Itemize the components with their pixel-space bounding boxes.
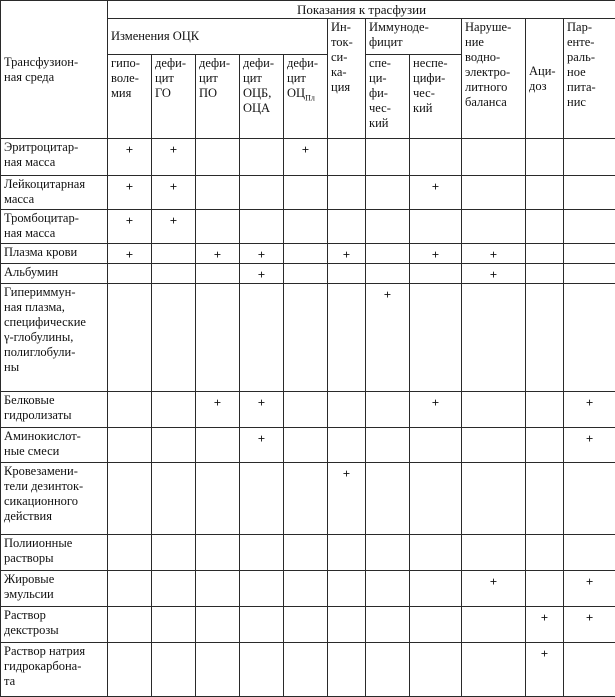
- indication-cell: [284, 210, 328, 244]
- indication-cell: [108, 264, 152, 284]
- indication-cell: [410, 643, 462, 697]
- indication-cell: [410, 463, 462, 535]
- indication-cell: [410, 607, 462, 643]
- indication-cell: [152, 264, 196, 284]
- indication-cell: [284, 244, 328, 264]
- row-name: Раствор натрия гидрокарбона- та: [1, 643, 108, 697]
- indication-cell: [152, 571, 196, 607]
- indication-cell: [328, 176, 366, 210]
- indication-cell: +: [196, 244, 240, 264]
- row-name: Жировые эмульсии: [1, 571, 108, 607]
- indication-cell: [108, 463, 152, 535]
- indication-cell: [526, 392, 564, 428]
- indication-cell: [410, 535, 462, 571]
- indication-cell: [152, 463, 196, 535]
- indication-cell: [108, 571, 152, 607]
- indication-cell: [366, 139, 410, 176]
- table-row: [1, 463, 615, 535]
- indication-cell: [152, 284, 196, 392]
- indication-cell: +: [526, 643, 564, 697]
- subheader-deficit-go: дефи- цит ГО: [152, 55, 196, 139]
- table-row: [1, 176, 615, 210]
- indication-cell: [564, 264, 615, 284]
- subheader-deficit-ocpl: [284, 55, 328, 139]
- row-name: Тромбоцитар- ная масса: [1, 210, 108, 244]
- indication-cell: +: [196, 392, 240, 428]
- indication-cell: [410, 428, 462, 463]
- indication-cell: [328, 210, 366, 244]
- indication-cell: [108, 428, 152, 463]
- group-header-parenteral: Пар- енте- раль- ное пита- нис: [564, 19, 615, 139]
- indication-cell: +: [564, 571, 615, 607]
- group-header-immunodeficiency: Иммуноде- фицит: [366, 19, 462, 55]
- indication-cell: [284, 607, 328, 643]
- table-row: [1, 643, 615, 697]
- table-row: [1, 264, 615, 284]
- indication-cell: [526, 463, 564, 535]
- indication-cell: [196, 284, 240, 392]
- indication-cell: [366, 176, 410, 210]
- indication-cell: [196, 139, 240, 176]
- indication-cell: [564, 463, 615, 535]
- row-name: Гипериммун- ная плазма, специфические γ-глобулины, полиглобули- ны: [1, 284, 108, 392]
- indication-cell: [328, 535, 366, 571]
- indication-cell: [328, 571, 366, 607]
- indication-cell: [366, 244, 410, 264]
- indication-cell: [152, 607, 196, 643]
- indication-cell: [462, 643, 526, 697]
- indication-cell: +: [564, 428, 615, 463]
- indication-cell: [108, 392, 152, 428]
- row-name: Альбумин: [1, 264, 108, 284]
- indication-cell: [410, 571, 462, 607]
- table-row: [1, 607, 615, 643]
- indication-cell: [108, 643, 152, 697]
- indication-cell: [462, 284, 526, 392]
- indication-cell: +: [108, 139, 152, 176]
- indication-cell: [410, 284, 462, 392]
- indication-cell: [564, 176, 615, 210]
- group-header-water-electrolyte: Наруше- ние водно- электро- литного баланса: [462, 19, 526, 139]
- indication-cell: [284, 463, 328, 535]
- indication-cell: [196, 264, 240, 284]
- indication-cell: [152, 643, 196, 697]
- subheader-deficit-ocpl-main: дефи- цит ОЦ: [287, 56, 318, 100]
- subheader-nonspecific: неспе- цифи- чес- кий: [410, 55, 462, 139]
- indication-cell: [366, 571, 410, 607]
- table-row: [1, 571, 615, 607]
- row-name: Плазма крови: [1, 244, 108, 264]
- subheader-deficit-ocpl-sub: Пл: [305, 94, 315, 103]
- table-row: [1, 428, 615, 463]
- table-row: [1, 244, 615, 264]
- indication-cell: [196, 210, 240, 244]
- indication-cell: [526, 571, 564, 607]
- indication-cell: [196, 463, 240, 535]
- indication-cell: [108, 607, 152, 643]
- indication-cell: [284, 392, 328, 428]
- indication-cell: [366, 392, 410, 428]
- indication-cell: [526, 244, 564, 264]
- indication-cell: +: [410, 244, 462, 264]
- indication-cell: [240, 284, 284, 392]
- indication-cell: [284, 535, 328, 571]
- indication-cell: +: [564, 607, 615, 643]
- indication-cell: [366, 210, 410, 244]
- group-header-acidosis: Аци- доз: [526, 19, 564, 139]
- indication-cell: [366, 428, 410, 463]
- indication-cell: [152, 428, 196, 463]
- indication-cell: [526, 210, 564, 244]
- subheader-specific: спе- ци- фи- чес- кий: [366, 55, 410, 139]
- indication-cell: [462, 392, 526, 428]
- indication-cell: [196, 571, 240, 607]
- indication-cell: [564, 139, 615, 176]
- indication-cell: [564, 210, 615, 244]
- indication-cell: [564, 284, 615, 392]
- indication-cell: [564, 244, 615, 264]
- indication-cell: [410, 139, 462, 176]
- indication-cell: [328, 264, 366, 284]
- indication-cell: +: [240, 244, 284, 264]
- indication-cell: [462, 176, 526, 210]
- indication-cell: [366, 535, 410, 571]
- indication-cell: [240, 210, 284, 244]
- row-name: Лейкоцитарная масса: [1, 176, 108, 210]
- indication-cell: [284, 643, 328, 697]
- indication-cell: [410, 210, 462, 244]
- indication-cell: +: [108, 210, 152, 244]
- indication-cell: [328, 139, 366, 176]
- indication-cell: +: [462, 264, 526, 284]
- subheader-deficit-po: дефи- цит ПО: [196, 55, 240, 139]
- indication-cell: [526, 428, 564, 463]
- indication-cell: [462, 139, 526, 176]
- indication-cell: [240, 535, 284, 571]
- indication-cell: [196, 535, 240, 571]
- row-name: Эритроцитар- ная масса: [1, 139, 108, 176]
- indication-cell: [284, 284, 328, 392]
- group-header-occ: Изменения ОЦК: [108, 19, 328, 55]
- indication-cell: [526, 264, 564, 284]
- indication-cell: [526, 139, 564, 176]
- indication-cell: +: [108, 244, 152, 264]
- indication-cell: [526, 535, 564, 571]
- indication-cell: [284, 264, 328, 284]
- subheader-hypovolemia: гипо- воле- мия: [108, 55, 152, 139]
- indication-cell: [328, 607, 366, 643]
- indication-cell: [284, 428, 328, 463]
- indication-cell: [526, 176, 564, 210]
- indication-cell: [152, 392, 196, 428]
- indication-cell: [284, 571, 328, 607]
- indication-cell: [328, 428, 366, 463]
- indication-cell: [328, 643, 366, 697]
- indication-cell: [284, 176, 328, 210]
- row-header-label: Трансфузион- ная среда: [1, 1, 108, 139]
- indication-cell: +: [462, 244, 526, 264]
- table-row: [1, 535, 615, 571]
- indication-cell: [328, 284, 366, 392]
- indication-cell: [240, 643, 284, 697]
- indication-cell: [366, 264, 410, 284]
- indication-cell: [108, 535, 152, 571]
- row-name: Кровезамени- тели дезинток- сикационного действия: [1, 463, 108, 535]
- indication-cell: +: [152, 176, 196, 210]
- indication-cell: +: [108, 176, 152, 210]
- group-header-intoxication: Ин- ток- си- ка- ция: [328, 19, 366, 139]
- indication-cell: [240, 571, 284, 607]
- indication-cell: [564, 535, 615, 571]
- table-body: [1, 139, 615, 697]
- indication-cell: [328, 392, 366, 428]
- indication-cell: [240, 176, 284, 210]
- indication-cell: +: [526, 607, 564, 643]
- indication-cell: [196, 176, 240, 210]
- row-name: Аминокислот- ные смеси: [1, 428, 108, 463]
- indication-cell: +: [240, 392, 284, 428]
- table-row: [1, 392, 615, 428]
- indication-cell: [462, 607, 526, 643]
- indication-cell: +: [284, 139, 328, 176]
- indication-cell: [462, 428, 526, 463]
- indication-cell: +: [328, 463, 366, 535]
- indication-cell: [196, 428, 240, 463]
- indication-cell: [410, 264, 462, 284]
- indication-cell: [240, 607, 284, 643]
- subheader-deficit-ocb: дефи- цит ОЦБ, ОЦА: [240, 55, 284, 139]
- row-name: Раствор декстрозы: [1, 607, 108, 643]
- table-row: [1, 210, 615, 244]
- table-row: [1, 139, 615, 176]
- indication-cell: [196, 607, 240, 643]
- indication-cell: [462, 210, 526, 244]
- indication-cell: [366, 643, 410, 697]
- table-title: Показания к трасфузии: [108, 1, 615, 19]
- indication-cell: +: [328, 244, 366, 264]
- indication-cell: +: [152, 139, 196, 176]
- row-name: Полиионные растворы: [1, 535, 108, 571]
- indication-cell: +: [240, 264, 284, 284]
- indication-cell: [366, 607, 410, 643]
- indication-cell: [196, 643, 240, 697]
- indication-cell: +: [240, 428, 284, 463]
- indication-cell: [152, 535, 196, 571]
- indication-cell: [462, 535, 526, 571]
- indication-cell: [366, 463, 410, 535]
- indication-cell: +: [462, 571, 526, 607]
- indication-cell: [108, 284, 152, 392]
- indication-cell: [240, 463, 284, 535]
- indication-cell: [462, 463, 526, 535]
- indication-cell: +: [366, 284, 410, 392]
- row-name: Белковые гидролизаты: [1, 392, 108, 428]
- indication-cell: [152, 244, 196, 264]
- indication-cell: [240, 139, 284, 176]
- indication-cell: +: [564, 392, 615, 428]
- indication-cell: +: [410, 392, 462, 428]
- indication-cell: +: [152, 210, 196, 244]
- indication-cell: [564, 643, 615, 697]
- indication-cell: +: [410, 176, 462, 210]
- table-row: [1, 284, 615, 392]
- indication-cell: [526, 284, 564, 392]
